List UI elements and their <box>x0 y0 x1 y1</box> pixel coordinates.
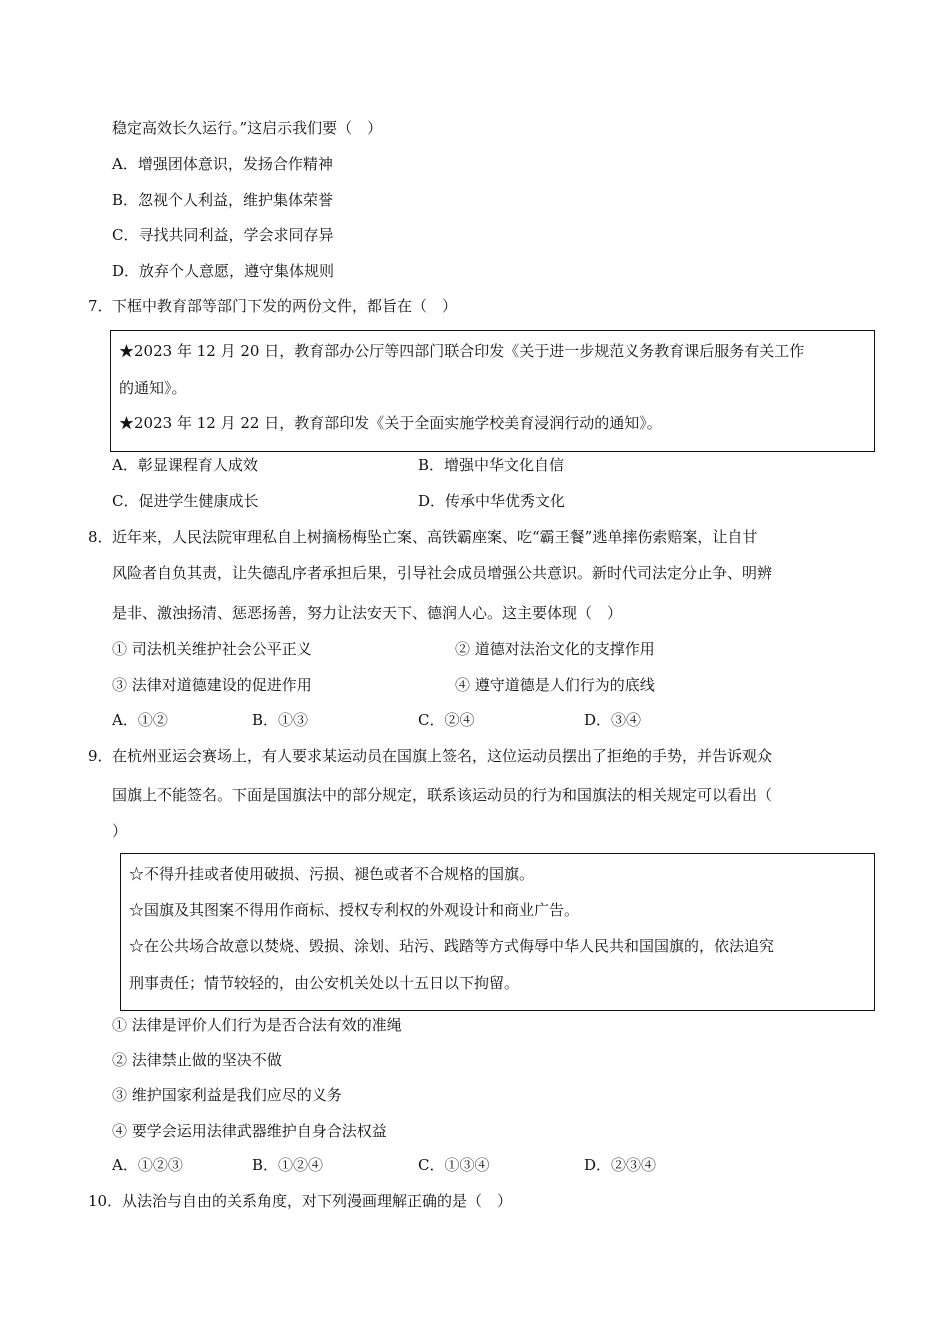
q7-box-line-3: ★2023 年 12 月 22 日，教育部印发《关于全面实施学校美育浸润行动的通知》。 <box>119 414 662 432</box>
q9-statement-4: ④ 要学会运用法律武器维护自身合法权益 <box>112 1122 387 1140</box>
q7-option-a[interactable]: A．彰显课程育人成效 <box>112 456 258 474</box>
q9-law-excerpt-box <box>120 853 875 1011</box>
q9-stem-line-3: ） <box>112 822 128 840</box>
q9-number: 9． <box>88 747 113 765</box>
q8-option-c[interactable]: C．②④ <box>418 711 475 729</box>
q10-number: 10． <box>88 1192 123 1210</box>
q10-stem: 从法治与自由的关系角度，对下列漫画理解正确的是（ ） <box>122 1192 513 1210</box>
q9-option-a[interactable]: A．①②③ <box>112 1156 183 1174</box>
q8-statement-1: ① 司法机关维护社会公平正义 <box>112 640 312 658</box>
q7-number: 7． <box>88 297 113 315</box>
q6-option-a[interactable]: A．增强团体意识，发扬合作精神 <box>112 155 333 173</box>
q8-stem-line-1: 近年来，人民法院审理私自上树摘杨梅坠亡案、高铁霸座案、吃“霸王餐”逃单摔伤索赔案，让自甘 <box>112 528 758 546</box>
q8-stem-line-2: 风险者自负其责，让失德乱序者承担后果，引导社会成员增强公共意识。新时代司法定分止争、明辨 <box>112 564 773 582</box>
q7-box-line-1: ★2023 年 12 月 20 日，教育部办公厅等四部门联合印发《关于进一步规范义务教育课后服务有关工作 <box>119 342 805 360</box>
q9-option-c[interactable]: C．①③④ <box>418 1156 490 1174</box>
q8-stem-line-3: 是非、激浊扬清、惩恶扬善，努力让法安天下、德润人心。这主要体现（ ） <box>112 604 623 622</box>
q9-statement-1: ① 法律是评价人们行为是否合法有效的准绳 <box>112 1016 402 1034</box>
q9-box-line-2: ☆国旗及其图案不得用作商标、授权专利权的外观设计和商业广告。 <box>129 901 580 919</box>
q7-document-box <box>110 330 875 452</box>
q7-box-line-2: 的通知》。 <box>119 379 187 397</box>
q9-option-b[interactable]: B．①②④ <box>252 1156 324 1174</box>
q6-option-d[interactable]: D．放弃个人意愿，遵守集体规则 <box>112 262 335 280</box>
q7-option-c[interactable]: C．促进学生健康成长 <box>112 492 259 510</box>
q9-box-line-4: 刑事责任；情节较轻的，由公安机关处以十五日以下拘留。 <box>129 974 520 992</box>
q8-statement-3: ③ 法律对道德建设的促进作用 <box>112 676 312 694</box>
q8-option-a[interactable]: A．①② <box>112 711 168 729</box>
q6-stem-tail: 稳定高效长久运行。”这启示我们要（ ） <box>112 119 383 137</box>
q6-option-c[interactable]: C．寻找共同利益，学会求同存异 <box>112 226 334 244</box>
q9-statement-3: ③ 维护国家利益是我们应尽的义务 <box>112 1086 342 1104</box>
q7-stem: 下框中教育部等部门下发的两份文件，都旨在（ ） <box>112 297 458 315</box>
q8-option-b[interactable]: B．①③ <box>252 711 309 729</box>
q6-option-b[interactable]: B．忽视个人利益，维护集体荣誉 <box>112 191 334 209</box>
q7-option-b[interactable]: B．增强中华文化自信 <box>418 456 565 474</box>
q9-option-d[interactable]: D．②③④ <box>584 1156 657 1174</box>
q9-box-line-1: ☆不得升挂或者使用破损、污损、褪色或者不合规格的国旗。 <box>129 865 535 883</box>
q7-option-d[interactable]: D．传承中华优秀文化 <box>418 492 566 510</box>
q8-statement-2: ② 道德对法治文化的支撑作用 <box>455 640 655 658</box>
q8-number: 8． <box>88 528 113 546</box>
q8-statement-4: ④ 遵守道德是人们行为的底线 <box>455 676 655 694</box>
q9-box-line-3: ☆在公共场合故意以焚烧、毁损、涂划、玷污、践踏等方式侮辱中华人民共和国国旗的，依法追究 <box>129 937 775 955</box>
q9-stem-line-1: 在杭州亚运会赛场上，有人要求某运动员在国旗上签名，这位运动员摆出了拒绝的手势，并告诉观众 <box>112 747 773 765</box>
q8-option-d[interactable]: D．③④ <box>584 711 642 729</box>
q9-statement-2: ② 法律禁止做的坚决不做 <box>112 1051 282 1069</box>
q9-stem-line-2: 国旗上不能签名。下面是国旗法中的部分规定，联系该运动员的行为和国旗法的相关规定可以看出（ <box>112 786 773 804</box>
